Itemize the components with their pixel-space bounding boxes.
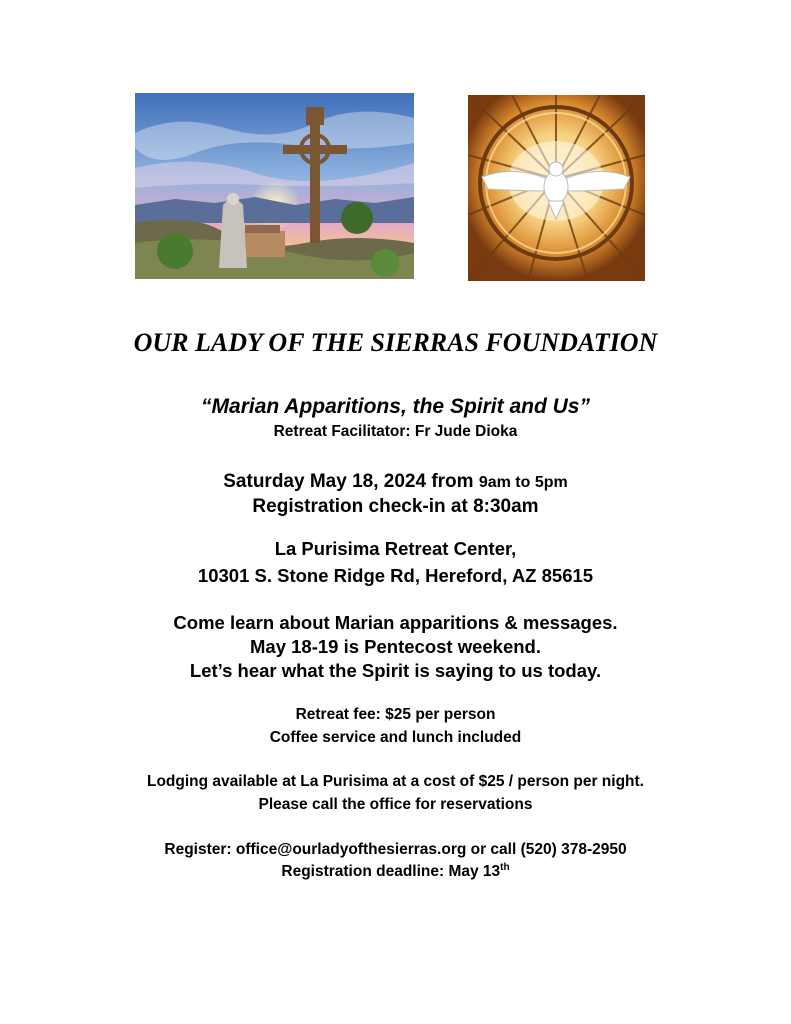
- retreat-time: 9am to 5pm: [478, 474, 568, 491]
- lodging-reservations: Please call the office for reservations: [258, 796, 533, 813]
- venue-address: 10301 S. Stone Ridge Rd, Hereford, AZ 85615: [197, 565, 594, 586]
- registration-deadline: [0, 863, 791, 881]
- registration-deadline-text: Registration deadline: May 13: [281, 863, 501, 880]
- description-line-2: May 18-19 is Pentecost weekend.: [250, 636, 541, 657]
- foundation-title: OUR LADY OF THE SIERRAS FOUNDATION: [133, 328, 658, 357]
- retreat-title: “Marian Apparitions, the Spirit and Us”: [201, 395, 590, 418]
- registration-contact: Register: office@ourladyofthesierras.org or call (520) 378-2950: [164, 841, 627, 858]
- lodging-info: Lodging available at La Purisima at a cost of $25 / person per night.: [147, 773, 644, 790]
- deadline-suffix: th: [500, 861, 510, 873]
- retreat-date: [0, 471, 791, 493]
- retreat-facilitator: Retreat Facilitator: Fr Jude Dioka: [273, 423, 518, 440]
- checkin-time: Registration check-in at 8:30am: [252, 496, 539, 517]
- cross-scene-illustration: [135, 93, 414, 279]
- retreat-fee: Retreat fee: $25 per person: [295, 706, 496, 723]
- venue-name: La Purisima Retreat Center,: [274, 538, 517, 559]
- description-line-3: Let’s hear what the Spirit is saying to us today.: [189, 660, 602, 681]
- cross-scene-image: [135, 93, 414, 279]
- dove-window-illustration: [468, 95, 645, 281]
- dove-window-image: [468, 95, 645, 281]
- retreat-date-prefix: Saturday May 18, 2024 from: [223, 471, 479, 492]
- description-line-1: Come learn about Marian apparitions & messages.: [173, 612, 618, 633]
- fee-includes: Coffee service and lunch included: [269, 729, 522, 746]
